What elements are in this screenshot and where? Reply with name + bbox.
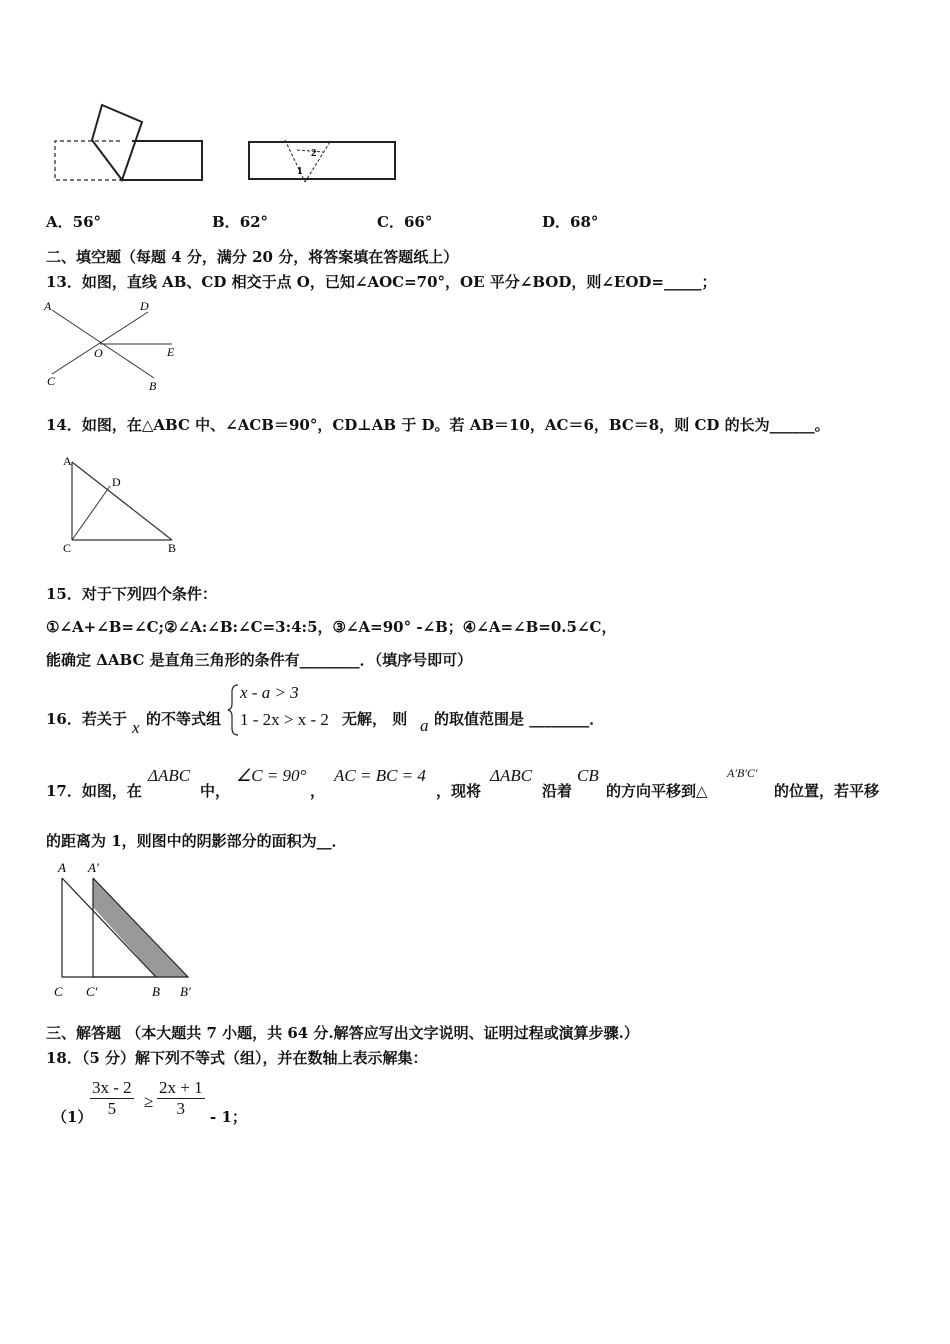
label-a: A [44, 299, 52, 313]
solid-rectangle [120, 141, 202, 180]
triangle-a2b2c2 [93, 878, 188, 977]
q17-sides: AC = BC = 4 [334, 766, 426, 785]
denominator-1: 5 [107, 1099, 117, 1118]
side-ab [72, 462, 172, 540]
q18-part: （1） [52, 1108, 93, 1126]
label-c: C [54, 984, 63, 999]
label-c-prime: C′ [86, 984, 98, 999]
q16-ineq2: 1 - 2x > x - 2 [240, 710, 329, 729]
label-b: B [152, 984, 160, 999]
dashed-rectangle [55, 141, 120, 180]
fold-line-3 [297, 150, 323, 152]
label-b-prime: B′ [180, 984, 191, 999]
q16-brace [228, 684, 240, 736]
label-e: E [167, 345, 175, 359]
q17-line2: 的距离为 1，则图中的阴影部分的面积为__． [46, 832, 347, 850]
q17-tri2: ΔABC [490, 766, 533, 785]
label-b: B [149, 379, 157, 393]
q17-cb: CB [577, 766, 599, 785]
option-c: C．66° [377, 213, 433, 231]
section3-heading: 三、解答题 （本大题共 7 小题，共 64 分.解答应写出文字说明、证明过程或演算步骤.） [46, 1024, 639, 1042]
q17-direction: 的方向平移到△ [606, 782, 708, 800]
option-a: A．56° [46, 213, 102, 231]
folded-strip [92, 105, 142, 180]
q18-tail: - 1； [210, 1108, 247, 1126]
q17-tri: ΔABC [148, 766, 191, 785]
strip-rectangle [249, 142, 395, 179]
numerator-2: 2x + 1 [159, 1078, 203, 1097]
q18-geq: ≥ [144, 1092, 154, 1111]
section2-heading: 二、填空题（每题 4 分，满分 20 分，将答案填在答题纸上） [46, 248, 459, 266]
label-c: C [47, 374, 56, 388]
q14-figure [60, 452, 185, 557]
q16-var-a: a [420, 716, 429, 735]
label-a: A [63, 454, 72, 468]
fold-line-2 [305, 142, 330, 182]
q17-comma: ， [310, 782, 326, 800]
q15-conditions: ①∠A+∠B=∠C;②∠A:∠B:∠C=3:4:5，③∠A=90° -∠B；④∠A=∠B=0.5∠C， [46, 618, 617, 636]
q17-prefix: 17．如图，在 [46, 782, 142, 800]
segment-cd [72, 486, 110, 540]
angle-label-2: 2 [311, 147, 317, 159]
q15-question: 能确定 ΔABC 是直角三角形的条件有________．（填序号即可） [46, 651, 473, 669]
q18-text: 18．（5 分）解下列不等式（组），并在数轴上表示解集： [46, 1049, 428, 1067]
label-a-prime: A′ [88, 860, 99, 875]
option-b: B．62° [212, 213, 269, 231]
triangle-abc [62, 878, 156, 977]
q17-yanzhe: 沿着 [542, 782, 573, 800]
q17-angle: ∠C = 90° [236, 766, 307, 785]
q17-tri3: A′B′C′ [727, 766, 758, 780]
q17-xianjiang: ，现将 [436, 782, 482, 800]
angle-label-1: 1 [297, 165, 303, 177]
option-d: D．68° [542, 213, 599, 231]
label-c: C [63, 541, 72, 555]
q18-fraction-left [90, 1078, 134, 1119]
q16-var-x: x [132, 718, 140, 737]
q12-figure-left [50, 100, 210, 190]
q16-after: 无解， 则 [342, 710, 408, 728]
label-o: O [94, 346, 103, 360]
q12-figure-right [245, 138, 400, 186]
denominator-2: 3 [176, 1099, 186, 1118]
q16-ineq1: x - a > 3 [240, 683, 299, 702]
label-d: D [112, 475, 121, 489]
q17-position: 的位置，若平移 [774, 782, 880, 800]
q18-fraction-right [157, 1078, 205, 1119]
label-d: D [140, 299, 149, 313]
q16-mid: 的不等式组 [146, 710, 222, 728]
q17-figure [48, 858, 208, 1003]
q14-text: 14．如图，在△ABC 中、∠ACB＝90°，CD⊥AB 于 D。若 AB＝10，AC＝6，BC＝8，则 CD 的长为______。 [46, 416, 830, 434]
label-a: A [58, 860, 66, 875]
q13-text: 13．如图，直线 AB、CD 相交于点 O，已知∠AOC=70°，OE 平分∠BOD，则∠EOD=_____； [46, 273, 717, 291]
numerator-1: 3x - 2 [92, 1078, 132, 1097]
q16-prefix: 16．若关于 [46, 710, 127, 728]
q17-zhong: 中， [200, 782, 231, 800]
q15-title: 15．对于下列四个条件： [46, 585, 217, 603]
q13-figure [42, 298, 187, 394]
q16-suffix: 的取值范围是 ________． [434, 710, 605, 728]
label-b: B [168, 541, 177, 555]
